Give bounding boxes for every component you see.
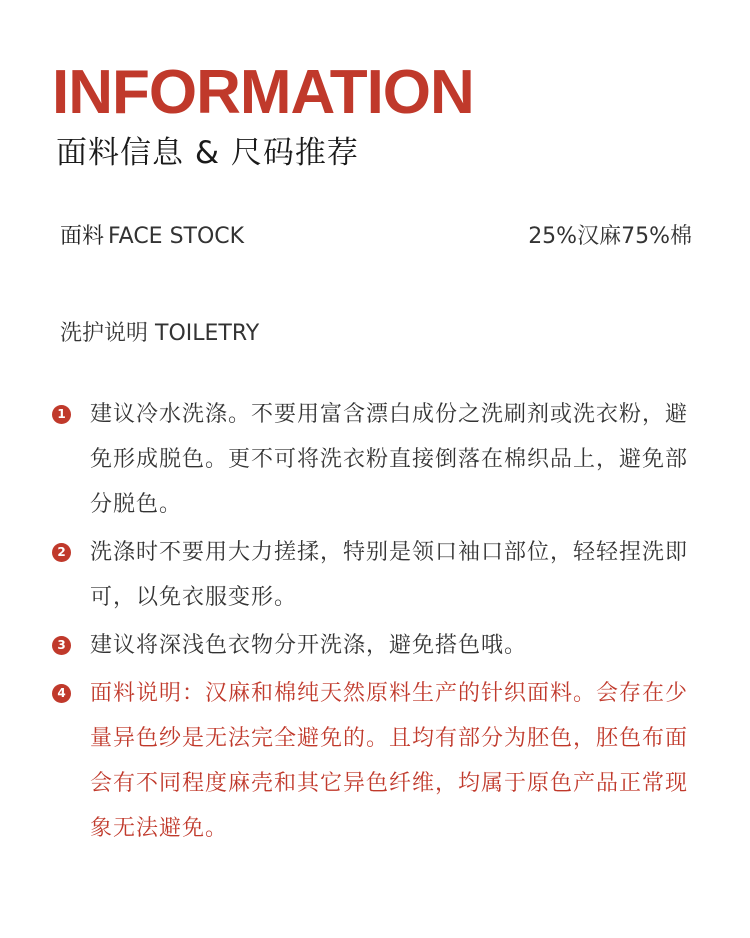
fabric-label-en: FACE STOCK [108, 223, 245, 249]
care-label-en: TOILETRY [155, 321, 260, 346]
care-label-cn: 洗护说明 [60, 321, 149, 346]
number-badge-icon: 4 [52, 684, 71, 703]
number-badge-icon: 3 [52, 636, 71, 655]
care-item [52, 530, 692, 620]
care-list [52, 392, 692, 854]
care-item-text: 面料说明：汉麻和棉纯天然原料生产的针织面料。会存在少量异色纱是无法完全避免的。且均有部分为胚色，胚色布面会有不同程度麻壳和其它异色纤维，均属于原色产品正常现象无法避免。 [90, 681, 689, 841]
care-item [52, 671, 692, 851]
care-item-text: 洗涤时不要用大力搓揉，特别是领口袖口部位，轻轻捏洗即可，以免衣服变形。 [90, 540, 689, 610]
fabric-value: 25%汉麻75%棉 [528, 223, 692, 249]
care-item [52, 392, 692, 527]
fabric-label [60, 219, 244, 250]
care-item-text: 建议将深浅色衣物分开洗涤，避免搭色哦。 [90, 633, 528, 658]
care-item [52, 623, 692, 668]
number-badge-icon: 1 [52, 405, 71, 424]
fabric-row [60, 214, 692, 254]
headline-cn: 面料信息 & 尺码推荐 [56, 135, 359, 171]
number-badge-icon: 2 [52, 543, 71, 562]
care-title [60, 314, 259, 354]
care-item-text: 建议冷水洗涤。不要用富含漂白成份之洗刷剂或洗衣粉，避免形成脱色。更不可将洗衣粉直接倒落在棉织品上，避免部分脱色。 [90, 402, 689, 517]
fabric-label-cn: 面料 [60, 223, 105, 249]
headline-en: INFORMATION [52, 58, 474, 127]
